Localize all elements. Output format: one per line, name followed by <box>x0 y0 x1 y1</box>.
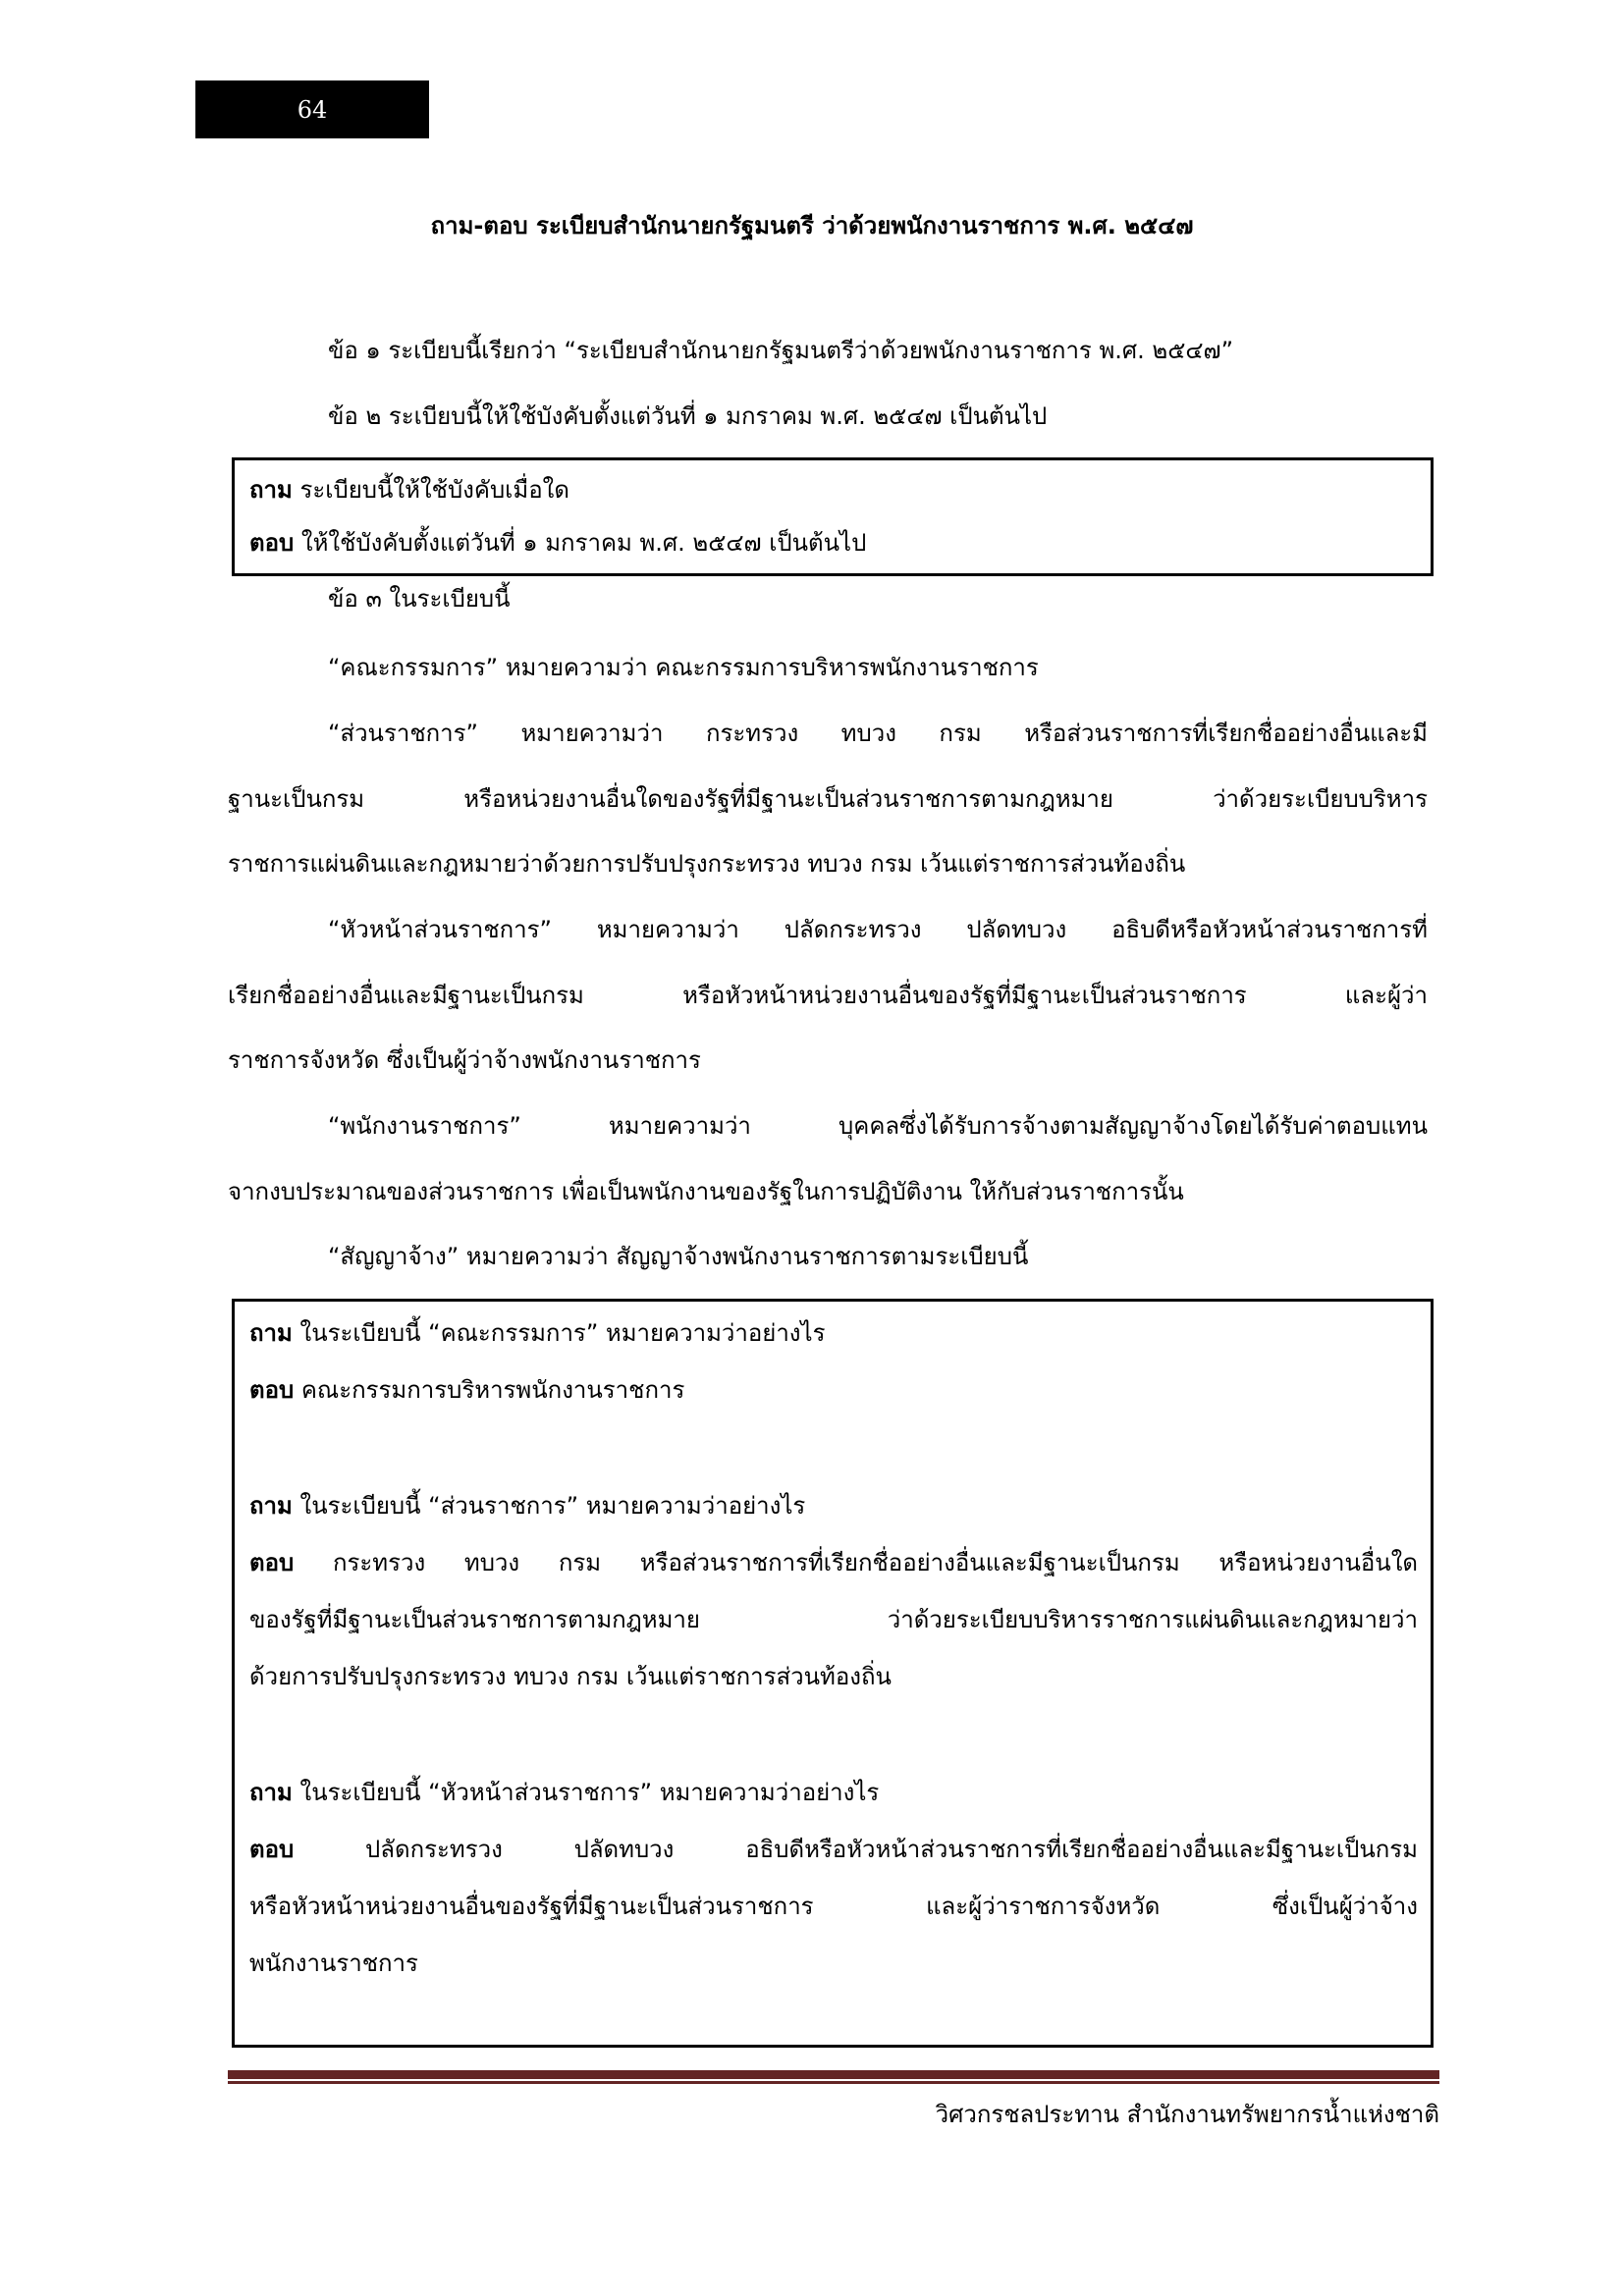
definition-agency-line: “ส่วนราชการ” หมายความว่า กระทรวง ทบวง กรม หรือส่วนราชการที่เรียกชื่ออย่างอื่นและมี <box>328 720 1428 747</box>
page-number-box <box>195 80 429 138</box>
qa-question <box>249 1321 825 1345</box>
definition-gov-employee-line: “พนักงานราชการ” หมายความว่า บุคคลซึ่งได้รับการจ้างตามสัญญาจ้างโดยได้รับค่าตอบแทน <box>328 1112 1428 1140</box>
page-number: 64 <box>297 95 328 124</box>
footer-rule-thin <box>228 2081 1439 2084</box>
document-title: ถาม-ตอบ ระเบียบสำนักนายกรัฐมนตรี ว่าด้วยพนักงานราชการ พ.ศ. ๒๕๔๗ <box>430 212 1194 240</box>
footer-organization: วิศวกรชลประทาน สำนักงานทรัพยากรน้ำแห่งชาติ <box>935 2101 1439 2128</box>
clause-2: ข้อ ๒ ระเบียบนี้ให้ใช้บังคับตั้งแต่วันที่ ๑ มกราคม พ.ศ. ๒๕๔๗ เป็นต้นไป <box>328 402 1048 430</box>
qa-question <box>249 1781 879 1804</box>
definition-agency-head-line: ราชการจังหวัด ซึ่งเป็นผู้ว่าจ้างพนักงานราชการ <box>228 1046 701 1074</box>
question-text: ในระเบียบนี้ “หัวหน้าส่วนราชการ” หมายความว่าอย่างไร <box>299 1779 880 1806</box>
qa-answer <box>249 1551 1418 1575</box>
answer-text: กระทรวง ทบวง กรม หรือส่วนราชการที่เรียกชื่ออย่างอื่นและมีฐานะเป็นกรม หรือหน่วยงานอื่นใด <box>332 1549 1418 1576</box>
question-text: ในระเบียบนี้ “ส่วนราชการ” หมายความว่าอย่างไร <box>299 1492 806 1520</box>
question-label: ถาม <box>249 1779 293 1806</box>
qa-question <box>249 478 569 502</box>
definition-agency-line: ราชการแผ่นดินและกฎหมายว่าด้วยการปรับปรุงกระทรวง ทบวง กรม เว้นแต่ราชการส่วนท้องถิ่น <box>228 850 1186 878</box>
qa-answer-continuation: หรือหัวหน้าหน่วยงานอื่นของรัฐที่มีฐานะเป็นส่วนราชการ และผู้ว่าราชการจังหวัด ซึ่งเป็นผู้ว่าจ้าง <box>249 1893 1418 1920</box>
answer-label: ตอบ <box>249 1836 295 1863</box>
answer-text: คณะกรรมการบริหารพนักงานราชการ <box>300 1376 685 1404</box>
answer-label: ตอบ <box>249 1376 295 1404</box>
definition-contract: “สัญญาจ้าง” หมายความว่า สัญญาจ้างพนักงานราชการตามระเบียบนี้ <box>328 1243 1029 1270</box>
qa-answer <box>249 1378 684 1402</box>
qa-answer-continuation: ด้วยการปรับปรุงกระทรวง ทบวง กรม เว้นแต่ราชการส่วนท้องถิ่น <box>249 1663 892 1690</box>
qa-box-effective-date <box>232 457 1434 576</box>
footer-rule-thick <box>228 2070 1439 2079</box>
answer-text: ให้ใช้บังคับตั้งแต่วันที่ ๑ มกราคม พ.ศ. ๒๕๔๗ เป็นต้นไป <box>300 529 867 557</box>
qa-answer <box>249 531 866 555</box>
clause-1: ข้อ ๑ ระเบียบนี้เรียกว่า “ระเบียบสำนักนายกรัฐมนตรีว่าด้วยพนักงานราชการ พ.ศ. ๒๕๔๗” <box>328 337 1234 364</box>
definition-gov-employee-line: จากงบประมาณของส่วนราชการ เพื่อเป็นพนักงานของรัฐในการปฏิบัติงาน ให้กับส่วนราชการนั้น <box>228 1178 1184 1205</box>
qa-answer-continuation: พนักงานราชการ <box>249 1949 418 1977</box>
question-text: ระเบียบนี้ให้ใช้บังคับเมื่อใด <box>299 476 569 504</box>
definition-agency-line: ฐานะเป็นกรม หรือหน่วยงานอื่นใดของรัฐที่มีฐานะเป็นส่วนราชการตามกฎหมาย ว่าด้วยระเบียบบริหาร <box>228 785 1428 813</box>
definition-agency-head-line: “หัวหน้าส่วนราชการ” หมายความว่า ปลัดกระทรวง ปลัดทบวง อธิบดีหรือหัวหน้าส่วนราชการที่ <box>328 916 1428 943</box>
answer-text: ปลัดกระทรวง ปลัดทบวง อธิบดีหรือหัวหน้าส่วนราชการที่เรียกชื่ออย่างอื่นและมีฐานะเป็นกรม <box>365 1836 1418 1863</box>
question-label: ถาม <box>249 1319 293 1347</box>
answer-label: ตอบ <box>249 1549 295 1576</box>
question-label: ถาม <box>249 476 293 504</box>
definition-agency-head-line: เรียกชื่ออย่างอื่นและมีฐานะเป็นกรม หรือหัวหน้าหน่วยงานอื่นของรัฐที่มีฐานะเป็นส่วนราชการ และผู้ว่า <box>228 982 1428 1009</box>
question-label: ถาม <box>249 1492 293 1520</box>
question-text: ในระเบียบนี้ “คณะกรรมการ” หมายความว่าอย่างไร <box>299 1319 826 1347</box>
qa-question <box>249 1494 805 1518</box>
clause-3: ข้อ ๓ ในระเบียบนี้ <box>328 585 511 613</box>
definition-committee: “คณะกรรมการ” หมายความว่า คณะกรรมการบริหารพนักงานราชการ <box>328 654 1039 681</box>
answer-label: ตอบ <box>249 529 295 557</box>
qa-box-definitions <box>232 1299 1434 2048</box>
qa-answer-continuation: ของรัฐที่มีฐานะเป็นส่วนราชการตามกฎหมาย ว่าด้วยระเบียบบริหารราชการแผ่นดินและกฎหมายว่า <box>249 1606 1418 1633</box>
qa-answer <box>249 1838 1418 1861</box>
